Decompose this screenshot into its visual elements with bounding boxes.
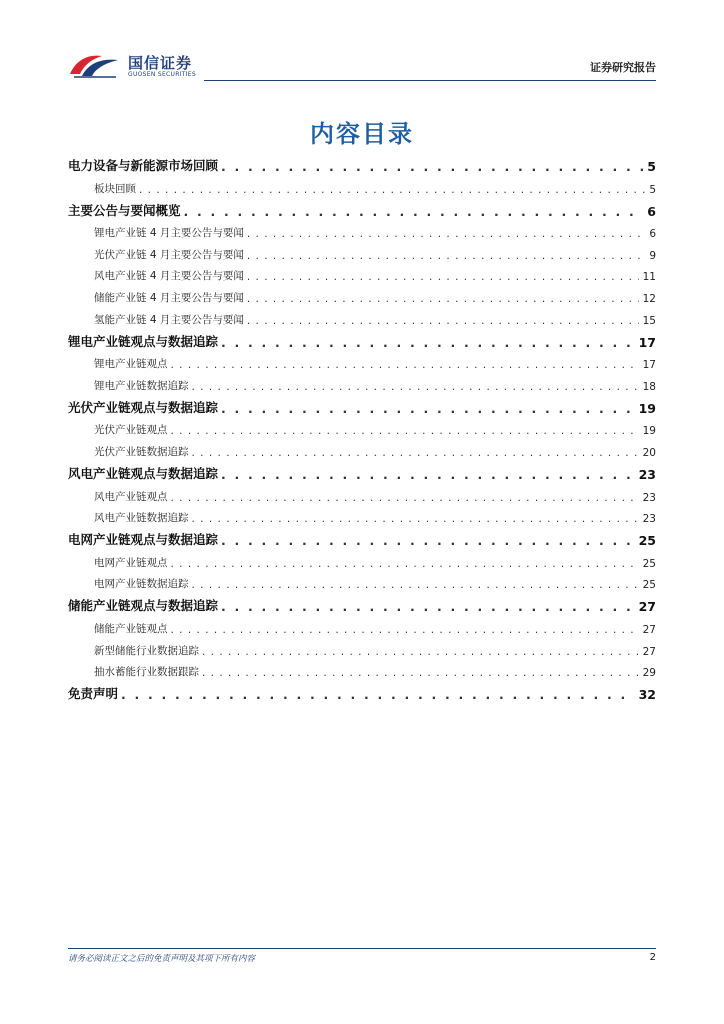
toc-section-row[interactable] bbox=[68, 196, 656, 219]
toc-subsection-row[interactable] bbox=[68, 482, 656, 504]
toc-entry-title: 风电产业链观点与数据追踪 bbox=[68, 465, 219, 481]
toc-dot-leader bbox=[171, 425, 639, 437]
toc-entry-title: 板块回顾 bbox=[94, 182, 136, 195]
toc-subsection-row[interactable] bbox=[68, 570, 656, 592]
toc-section-row[interactable] bbox=[68, 459, 656, 482]
toc-page-number: 20 bbox=[642, 446, 656, 459]
toc-page-number: 27 bbox=[642, 645, 656, 658]
toc-subsection-row[interactable] bbox=[68, 219, 656, 241]
toc-page-number: 23 bbox=[642, 491, 656, 504]
toc-page-number: 27 bbox=[642, 623, 656, 636]
toc-entry-title: 氢能产业链 4 月主要公告与要闻 bbox=[94, 313, 244, 326]
toc-subsection-row[interactable] bbox=[68, 262, 656, 284]
toc-dot-leader bbox=[221, 533, 635, 548]
toc-dot-leader bbox=[171, 558, 639, 570]
table-of-contents bbox=[68, 151, 656, 702]
toc-dot-leader bbox=[221, 401, 635, 416]
toc-subsection-row[interactable] bbox=[68, 636, 656, 658]
toc-subsection-row[interactable] bbox=[68, 548, 656, 570]
toc-page-number: 6 bbox=[647, 203, 656, 219]
toc-entry-title: 风电产业链 4 月主要公告与要闻 bbox=[94, 270, 244, 283]
toc-dot-leader bbox=[247, 293, 639, 305]
toc-subsection-row[interactable] bbox=[68, 437, 656, 459]
toc-entry-title: 储能产业链观点与数据追踪 bbox=[68, 598, 219, 614]
toc-subsection-row[interactable] bbox=[68, 614, 656, 636]
toc-entry-title: 电网产业链数据追踪 bbox=[94, 578, 189, 591]
toc-entry-title: 电网产业链观点 bbox=[94, 556, 168, 569]
toc-dot-leader bbox=[247, 250, 645, 262]
toc-entry-title: 主要公告与要闻概览 bbox=[68, 202, 181, 218]
toc-entry-title: 储能产业链 4 月主要公告与要闻 bbox=[94, 291, 244, 304]
toc-page-number: 23 bbox=[638, 466, 656, 482]
toc-page-number: 25 bbox=[642, 579, 656, 592]
document-type: 证券研究报告 bbox=[590, 61, 656, 74]
toc-page-number: 18 bbox=[642, 380, 656, 393]
toc-page-number: 27 bbox=[638, 599, 656, 615]
toc-entry-title: 光伏产业链 4 月主要公告与要闻 bbox=[94, 248, 244, 261]
toc-entry-title: 储能产业链观点 bbox=[94, 622, 168, 635]
toc-dot-leader bbox=[192, 579, 639, 591]
toc-entry-title: 新型储能行业数据追踪 bbox=[94, 644, 199, 657]
toc-page-number: 29 bbox=[642, 667, 656, 680]
toc-subsection-row[interactable] bbox=[68, 174, 656, 196]
toc-entry-title: 锂电产业链数据追踪 bbox=[94, 379, 189, 392]
toc-entry-title: 电网产业链观点与数据追踪 bbox=[68, 532, 219, 548]
toc-dot-leader bbox=[192, 447, 639, 459]
toc-subsection-row[interactable] bbox=[68, 305, 656, 327]
toc-page-number: 5 bbox=[647, 159, 656, 174]
toc-dot-leader bbox=[247, 228, 645, 240]
toc-page-number: 9 bbox=[649, 249, 656, 262]
toc-subsection-row[interactable] bbox=[68, 504, 656, 526]
header-divider bbox=[204, 80, 656, 81]
toc-entry-title: 光伏产业链观点与数据追踪 bbox=[68, 399, 219, 415]
logo-english-name: GUOSEN SECURITIES bbox=[128, 71, 197, 78]
toc-subsection-row[interactable] bbox=[68, 371, 656, 393]
guosen-logo-icon bbox=[68, 50, 120, 80]
toc-entry-title: 光伏产业链观点 bbox=[94, 424, 168, 437]
toc-section-row[interactable] bbox=[68, 679, 656, 702]
toc-entry-title: 抽水蓄能行业数据跟踪 bbox=[94, 666, 199, 679]
toc-dot-leader bbox=[192, 513, 639, 525]
logo-chinese-name: 国信证券 bbox=[128, 54, 193, 72]
toc-page-number: 19 bbox=[642, 425, 656, 438]
toc-dot-leader bbox=[221, 599, 635, 614]
toc-page-number: 5 bbox=[649, 183, 656, 196]
toc-dot-leader bbox=[171, 359, 639, 371]
toc-section-row[interactable] bbox=[68, 525, 656, 548]
toc-entry-title: 锂电产业链 4 月主要公告与要闻 bbox=[94, 227, 244, 240]
toc-dot-leader bbox=[247, 271, 639, 283]
toc-dot-leader bbox=[121, 687, 635, 702]
toc-page-number: 15 bbox=[642, 314, 656, 327]
toc-page-number: 17 bbox=[642, 359, 656, 372]
toc-entry-title: 光伏产业链数据追踪 bbox=[94, 445, 189, 458]
toc-dot-leader bbox=[139, 184, 645, 196]
page-header bbox=[68, 44, 656, 84]
toc-page-number: 25 bbox=[638, 533, 656, 549]
toc-subsection-row[interactable] bbox=[68, 658, 656, 680]
toc-page-number: 12 bbox=[642, 292, 656, 305]
toc-subsection-row[interactable] bbox=[68, 416, 656, 438]
toc-entry-title: 锂电产业链观点 bbox=[94, 358, 168, 371]
toc-dot-leader bbox=[192, 381, 639, 393]
toc-page-number: 23 bbox=[642, 513, 656, 526]
toc-section-row[interactable] bbox=[68, 151, 656, 174]
toc-subsection-row[interactable] bbox=[68, 283, 656, 305]
toc-page-number: 6 bbox=[649, 228, 656, 241]
toc-section-row[interactable] bbox=[68, 327, 656, 350]
toc-dot-leader bbox=[171, 624, 639, 636]
toc-entry-title: 电力设备与新能源市场回顾 bbox=[68, 158, 219, 173]
toc-subsection-row[interactable] bbox=[68, 350, 656, 372]
toc-section-row[interactable] bbox=[68, 591, 656, 614]
toc-entry-title: 免责声明 bbox=[68, 686, 119, 702]
footer-divider bbox=[68, 948, 656, 949]
toc-subsection-row[interactable] bbox=[68, 240, 656, 262]
footer-disclaimer-note: 请务必阅读正文之后的免责声明及其项下所有内容 bbox=[68, 954, 256, 964]
toc-page-number: 17 bbox=[638, 334, 656, 350]
toc-dot-leader bbox=[184, 204, 644, 219]
toc-dot-leader bbox=[221, 159, 643, 174]
toc-entry-title: 风电产业链数据追踪 bbox=[94, 512, 189, 525]
toc-dot-leader bbox=[247, 315, 639, 327]
toc-page-number: 11 bbox=[642, 271, 656, 284]
toc-dot-leader bbox=[202, 646, 639, 658]
toc-entry-title: 风电产业链观点 bbox=[94, 490, 168, 503]
toc-dot-leader bbox=[221, 467, 635, 482]
toc-entry-title: 锂电产业链观点与数据追踪 bbox=[68, 333, 219, 349]
page-number: 2 bbox=[649, 952, 656, 963]
page-title: 内容目录 bbox=[310, 120, 414, 148]
toc-section-row[interactable] bbox=[68, 393, 656, 416]
toc-page-number: 32 bbox=[638, 687, 656, 703]
toc-dot-leader bbox=[202, 667, 639, 679]
toc-page-number: 25 bbox=[642, 557, 656, 570]
toc-dot-leader bbox=[221, 335, 635, 350]
toc-page-number: 19 bbox=[638, 400, 656, 416]
toc-dot-leader bbox=[171, 492, 639, 504]
